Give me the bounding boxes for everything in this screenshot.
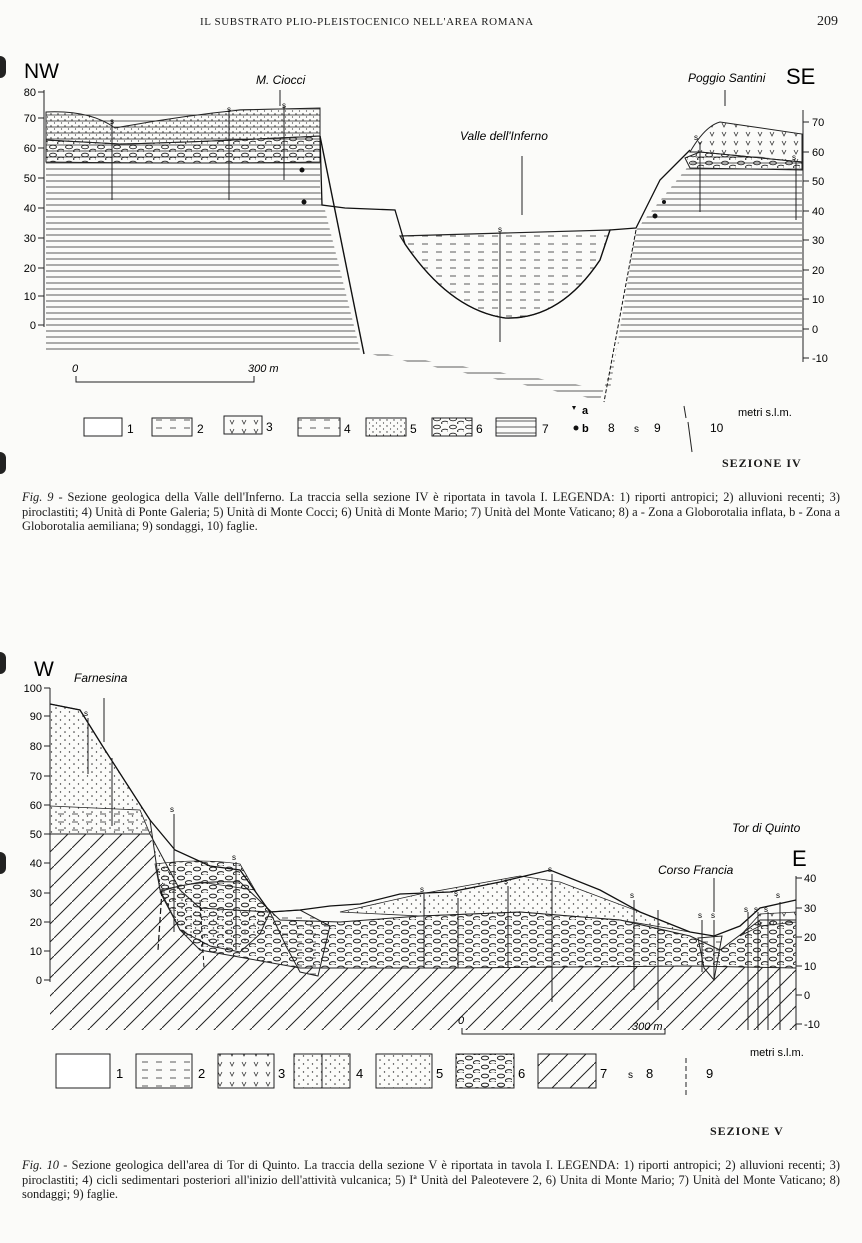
svg-text:s: s	[548, 865, 552, 874]
tick-label: 30	[804, 903, 817, 915]
biozone-b-symbol	[574, 426, 579, 431]
tick-label: 60	[23, 143, 36, 155]
section-label: SEZIONE V	[710, 1124, 784, 1138]
legend-label: 6	[476, 422, 483, 436]
right-axis	[803, 110, 828, 365]
tick-label: 90	[29, 711, 42, 723]
tick-label: 0	[804, 990, 811, 1002]
legend-label: 4	[344, 422, 351, 436]
page-number: 209	[817, 14, 838, 29]
tick-label: 10	[23, 291, 36, 303]
svg-text:s: s	[420, 885, 424, 894]
svg-text:s: s	[694, 133, 698, 142]
legend-swatch-1	[84, 418, 122, 436]
units-label: metri s.l.m.	[750, 1047, 804, 1059]
tick-label: 100	[23, 683, 42, 695]
legend-label: 7	[542, 422, 549, 436]
section-v-diagram	[0, 650, 862, 1120]
left-axis	[24, 683, 50, 987]
legend	[84, 405, 724, 452]
svg-text:s: s	[764, 905, 768, 914]
tick-label: 70	[812, 117, 825, 129]
legend-label: 8	[608, 421, 615, 435]
legend-swatch-1	[56, 1054, 110, 1088]
page-header	[0, 14, 862, 34]
legend-label: 3	[278, 1066, 286, 1081]
tick-label: 50	[29, 829, 42, 841]
place-label: Poggio Santini	[688, 71, 766, 85]
legend-label: 1	[116, 1066, 124, 1081]
tick-label: 60	[29, 800, 42, 812]
svg-text:s: s	[711, 911, 715, 920]
caption-text: - Sezione geologica dell'area di Tor di Quinto. La traccia della sezione V è riportata in tavola I. LEGENDA: 1) riporti antropici; 2) alluvioni recenti; 3) piroclastiti; 4) cicli sedimentari posteriori all'inizio dell'attività vulcanica; 5) Iª Unità del Paleotevere 2, 6) Unita di Monte Mario; 7) Unità del Monte Vaticano; 8) sondaggi; 9) faglie.	[22, 1158, 840, 1201]
legend-label: s	[628, 1070, 633, 1081]
svg-text:s: s	[698, 911, 702, 920]
legend-label: a	[582, 405, 589, 417]
svg-text:s: s	[792, 153, 796, 162]
legend-swatch-2	[136, 1054, 192, 1088]
scale-zero: 0	[72, 363, 79, 375]
svg-text:s: s	[504, 877, 508, 886]
caption-label: Fig. 9	[22, 490, 54, 504]
tick-label: 10	[29, 946, 42, 958]
figure-10	[0, 650, 862, 1120]
legend-label: 5	[436, 1066, 444, 1081]
biozone-a-symbol	[572, 406, 576, 410]
svg-text:s: s	[282, 101, 286, 110]
scale-bar	[72, 363, 279, 382]
tick-label: 20	[812, 265, 825, 277]
svg-text:s: s	[776, 891, 780, 900]
tick-label: 80	[23, 87, 36, 99]
dir-right-label: SE	[786, 64, 816, 89]
tick-label: -10	[804, 1019, 820, 1031]
legend-label: 5	[410, 422, 417, 436]
dir-right-label: E	[792, 846, 807, 871]
caption-label: Fig. 10	[22, 1158, 59, 1172]
figure-9-caption	[22, 490, 840, 534]
tick-label: 20	[29, 917, 42, 929]
legend-swatch-3	[218, 1054, 274, 1088]
svg-text:s: s	[170, 805, 174, 814]
svg-text:s: s	[232, 853, 236, 862]
place-label: Farnesina	[74, 671, 128, 685]
legend-label: s	[634, 424, 639, 435]
legend-swatch-5	[376, 1054, 432, 1088]
place-label: Tor di Quinto	[732, 821, 801, 835]
legend-label: 1	[127, 422, 134, 436]
legend-label: 2	[198, 1066, 206, 1081]
figure-9	[0, 40, 862, 480]
legend-swatch-5	[366, 418, 406, 436]
tick-label: 70	[23, 113, 36, 125]
biozone-b-marker	[653, 214, 658, 219]
legend-label: 7	[600, 1066, 608, 1081]
svg-text:s: s	[227, 105, 231, 114]
fault-symbol	[684, 406, 692, 452]
tick-label: 40	[804, 873, 817, 885]
left-axis	[24, 87, 44, 332]
scale-length: 300 m	[248, 363, 279, 375]
tick-label: 40	[23, 203, 36, 215]
legend	[56, 1054, 713, 1096]
svg-text:s: s	[754, 905, 758, 914]
units-label: metri s.l.m.	[738, 407, 792, 419]
unit-4-cicli	[50, 806, 150, 834]
tick-label: 50	[23, 173, 36, 185]
tick-label: 10	[804, 961, 817, 973]
tick-label: 60	[812, 147, 825, 159]
svg-text:s: s	[498, 225, 502, 234]
tick-label: 0	[29, 320, 36, 332]
tick-label: 40	[29, 858, 42, 870]
running-title: IL SUBSTRATO PLIO-PLEISTOCENICO NELL'AREA ROMANA	[200, 16, 534, 28]
svg-text:s: s	[744, 905, 748, 914]
legend-swatch-4	[298, 418, 340, 436]
section-label: SEZIONE IV	[722, 456, 802, 470]
legend-swatch-7	[496, 418, 536, 436]
legend-swatch-7	[538, 1054, 596, 1088]
biozone-b-marker	[662, 200, 666, 204]
legend-swatch-2	[152, 418, 192, 436]
legend-label: 10	[710, 421, 724, 435]
svg-text:s: s	[630, 891, 634, 900]
caption-text: - Sezione geologica della Valle dell'Inferno. La traccia sella sezione IV è riportata in tavola I. LEGENDA: 1) riporti antropici; 2) alluvioni recenti; 3) piroclastiti; 4) Unità di Ponte Galeria; 5) Unità di Monte Cocci; 6) Unità di Monte Mario; 7) Unità del Monte Vaticano; 8) a - Zona a Globorotalia inflata, b - Zona a Globorotalia aemiliana; 9) sondaggi, 10) faglie.	[22, 490, 840, 533]
place-label: Corso Francia	[658, 863, 734, 877]
legend-swatch-3	[224, 416, 262, 434]
legend-label: 8	[646, 1066, 654, 1081]
tick-label: 0	[812, 324, 819, 336]
scale-zero: 0	[458, 1015, 465, 1027]
legend-swatch-6	[456, 1054, 514, 1088]
figure-10-caption	[22, 1158, 840, 1202]
tick-label: 40	[812, 206, 825, 218]
tick-label: 80	[29, 741, 42, 753]
biozone-b-marker	[300, 168, 305, 173]
svg-text:s: s	[84, 709, 88, 718]
svg-text:s: s	[110, 117, 114, 126]
tick-label: 70	[29, 771, 42, 783]
tick-label: 50	[812, 176, 825, 188]
tick-label: 20	[23, 263, 36, 275]
section-iv-diagram	[0, 40, 862, 480]
svg-text:s: s	[454, 889, 458, 898]
place-label: M. Ciocci	[256, 73, 306, 87]
dir-left-label: NW	[24, 60, 59, 83]
dir-left-label: W	[34, 658, 54, 681]
biozone-b-marker	[302, 200, 307, 205]
legend-label: 2	[197, 422, 204, 436]
legend-swatch-6	[432, 418, 472, 436]
tick-label: 0	[35, 975, 42, 987]
legend-label: 9	[706, 1066, 714, 1081]
tick-label: -10	[812, 353, 828, 365]
tick-label: 10	[812, 294, 825, 306]
legend-label: b	[582, 423, 589, 435]
legend-label: 3	[266, 420, 273, 434]
tick-label: 20	[804, 932, 817, 944]
unit-2-alluvium	[400, 230, 610, 318]
place-label: Valle dell'Inferno	[460, 129, 548, 143]
legend-label: 4	[356, 1066, 364, 1081]
legend-label: 6	[518, 1066, 526, 1081]
legend-label: 9	[654, 421, 661, 435]
scale-length: 300 m	[632, 1021, 663, 1033]
tick-label: 30	[812, 235, 825, 247]
right-axis	[796, 873, 820, 1031]
tick-label: 30	[29, 888, 42, 900]
tick-label: 30	[23, 233, 36, 245]
